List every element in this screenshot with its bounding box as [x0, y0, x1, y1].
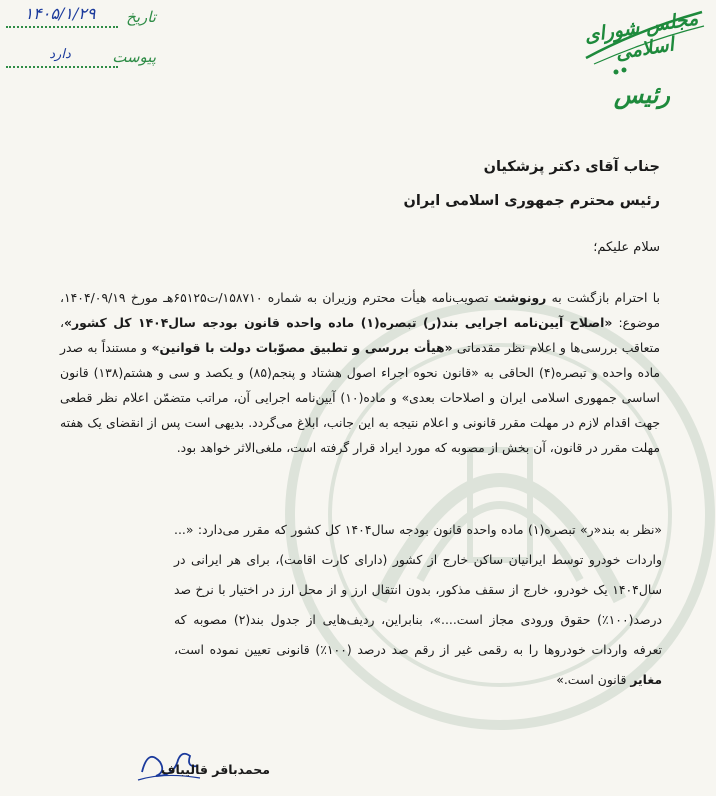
greeting: سلام علیکم؛	[593, 240, 660, 255]
body-subject: «اصلاح آیین‌نامه اجرایی بند(ر) تبصره(۱) ماده واحده قانون بودجه سال۱۴۰۴ کل کشور»	[64, 315, 613, 330]
quote-bold-word: مغایر	[630, 672, 662, 687]
date-label: تاریخ	[126, 8, 156, 26]
ruling-quote	[174, 515, 662, 695]
recipient-name: جناب آقای دکتر پزشکیان	[483, 159, 660, 175]
body-text: با احترام بازگشت به	[546, 290, 660, 305]
date-row	[6, 4, 156, 32]
body-text: و مستنداً به صدر ماده واحده و تبصره(۴) الحاقی به «قانون نحوه اجراء اصول هشتاد و پنجم(۸۵) و یکصد و سی و هشتم(۱۳۸) قانون اساسی جمهوری اسلامی ایران و اصلاحات بعدی» و ماده(۱۰) آیین‌نامه اجرایی آن، مراتب متضمّن اعلام نظر قطعی جهت اقدام لازم در مهلت مقرر قانونی و اعلام نتیجه به این جانب، ابلاغ می‌گردد. بدیهی است پس از انقضای یک هفته مهلت مقرر در قانون، آن بخش از مصوبه که مورد ایراد قرار گرفته است، ملغی‌الاثر خواهد بود.	[60, 340, 660, 455]
attachment-row	[6, 44, 156, 72]
logo-text: مجلس شورای اسلامی	[582, 7, 700, 65]
logo-subtitle: رئیس	[613, 80, 670, 109]
quote-text: «نظر به بند«ر» تبصره(۱) ماده واحده قانون بودجه سال۱۴۰۴ کل کشور که مقرر می‌دارد: «... واردات خودرو توسط ایرانیان ساکن خارج از کشور (دارای کارت اقامت)، برای هر ایرانی در سال۱۴۰۴ یک خودرو، خارج از سقف مذکور، بدون انتقال ارز و از محل ارز در اختیار با نرخ صد درصد(۱۰۰٪) حقوق ورودی مجاز است....»، بنابراین، ردیف‌هایی از جدول بند(۲) مصوبه که تعرفه واردات خودروها را به رقمی غیر از رقم صد درصد (۱۰۰٪) قانونی تعیین نموده است،	[174, 522, 663, 657]
attachment-label: پیوست	[112, 48, 156, 66]
signatory-name: محمدباقر قالیباف	[160, 762, 270, 777]
body-paragraph	[60, 285, 660, 460]
parliament-logo	[578, 0, 708, 120]
quote-text: قانون است.»	[556, 672, 631, 687]
recipient-block	[140, 150, 660, 218]
letter-meta	[6, 4, 156, 72]
body-text: تصویب‌نامه هیأت محترم وزیران به شماره ۱۵۸۷۱۰/ت۶۵۱۲۵هـ مورخ ۱۴۰۴/۰۹/۱۹، موضوع:	[60, 290, 661, 330]
body-text: ، متعاقب بررسی‌ها و اعلام نظر مقدماتی	[60, 315, 660, 355]
date-dotted-line	[6, 26, 118, 28]
body-committee-name: «هیأت بررسی و تطبیق مصوّبات دولت با قوانین»	[151, 340, 453, 355]
attachment-dotted-line	[6, 66, 118, 68]
date-value: ۱۴۰۵/۱/۲۹	[24, 4, 96, 23]
body-bold-text: رونوشت	[493, 290, 547, 305]
recipient-title: رئیس محترم جمهوری اسلامی ایران	[403, 193, 660, 209]
attachment-value: دارد	[49, 47, 71, 62]
